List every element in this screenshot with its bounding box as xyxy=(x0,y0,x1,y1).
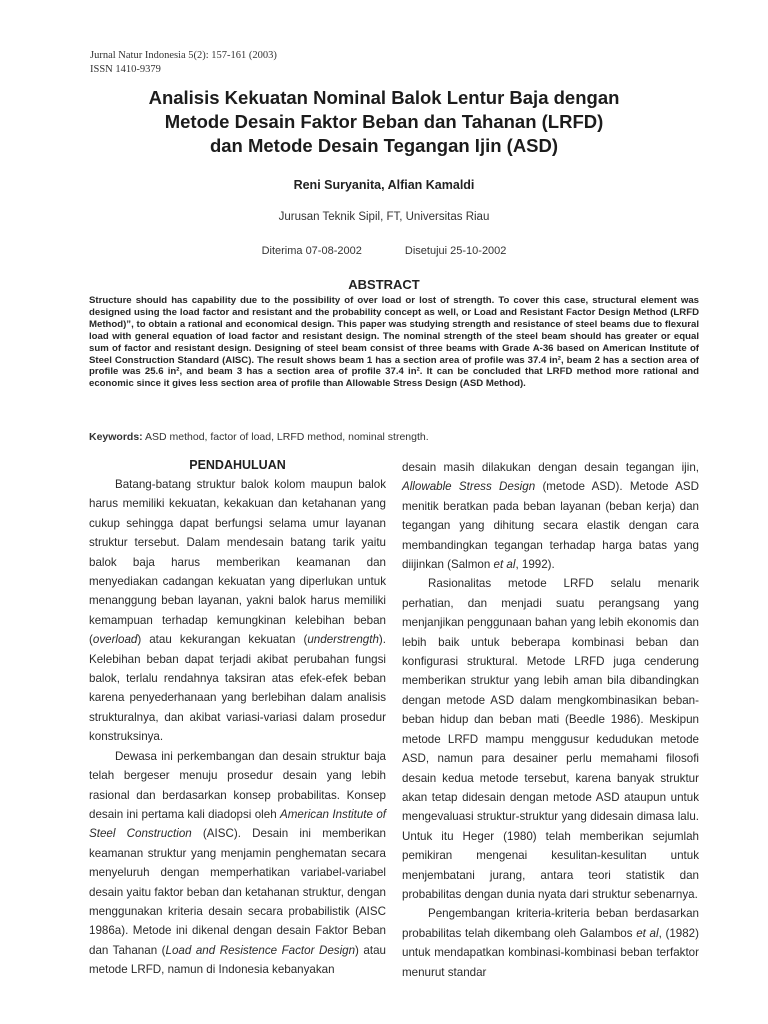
text-run: (AISC). Desain ini memberikan keamanan struktur yang menjamin penghematan secara menyeluruh dengan memperhatikan variabel-variabel desain yaitu faktor beban dan ketahanan struktur, dengan menggunakan kriteria desain secara probabilistik (AISC 1986a). Metode ini dikenal dengan desain Faktor Beban dan Tahanan ( xyxy=(89,827,386,957)
affiliation: Jurusan Teknik Sipil, FT, Universitas Riau xyxy=(278,211,490,223)
text-run: ). Kelebihan beban dapat terjadi akibat perubahan fungsi balok, terlalu rendahnya taksiran atas efek-efek beban karena penyederhanaan yang berlebihan dalam analisis strukturalnya, dan akibat variasi-variasi dalam prosedur konstruksinya. xyxy=(89,633,386,744)
journal-citation: Jurnal Natur Indonesia 5(2): 157-161 (2003) xyxy=(90,50,277,61)
italic-term: understrength xyxy=(307,633,379,647)
accepted-date: Disetujui 25-10-2002 xyxy=(404,245,507,257)
title-line-2: Metode Desain Faktor Beban dan Tahanan (LRFD) xyxy=(164,111,604,132)
abstract-text: Structure should has capability due to the possibility of over load or lost of strength. To cover this case, structural element was designed using the load factor and resistant and the probability concept as well, or Load and Resistant Factor Design Method (LRFD Method)”, to obtain a rational and economical design. This paper was studying strength and resistance of steel beams due to flexural load with general equation of load factor and resistant design. The nominal strength of the steel beam should has greater or equal sum of factor and resistant design. Designing of steel beam consist of three beams with Grade A-36 based on American Institute of Steel Construction Standard (AISC). The result shows beam 1 has a section area of profile was 37.4 in², beam 2 has a section area of profile was 25.6 in², and beam 3 has a section area of profile 37.4 in². It can be concluded that LRFD method more rational and economic since it gives less section area of profile than Allowable Stress Design (ASD Method). xyxy=(89,295,699,390)
italic-term: et al xyxy=(636,926,659,940)
keywords-label: Keywords: xyxy=(89,431,143,443)
dates xyxy=(0,245,768,257)
italic-term: American Institute of Steel Construction xyxy=(89,807,386,841)
text-run: desain masih dilakukan dengan desain tegangan ijin, xyxy=(402,461,699,474)
text-run: Dewasa ini perkembangan dan desain struktur baja telah bergeser menuju prosedur desain yang lebih rasional dan berdasarkan konsep probabilitas. Konsep desain ini pertama kali diadopsi oleh xyxy=(89,749,386,821)
text-run: ) atau kekurangan kekuatan ( xyxy=(137,633,308,647)
paragraph xyxy=(402,458,699,574)
authors: Reni Suryanita, Alfian Kamaldi xyxy=(293,178,475,192)
title-line-1: Analisis Kekuatan Nominal Balok Lentur Baja dengan xyxy=(148,87,620,108)
title-line-3: dan Metode Desain Tegangan Ijin (ASD) xyxy=(209,135,559,156)
paragraph xyxy=(89,747,386,980)
text-run: , 1992). xyxy=(515,558,555,572)
italic-term: et al xyxy=(493,558,516,572)
journal-header xyxy=(90,49,277,77)
text-run: , (1982) untuk mendapatkan kombinasi-kombinasi beban terfaktor menurut standar xyxy=(402,926,699,979)
text-run: (metode ASD). Metode ASD menitik beratkan pada beban layanan (beban kerja) dan tegangan yang dihitung secara elastik dengan cara membandingkan tegangan terhadap harga batas yang diijinkan (Salmon xyxy=(402,480,699,572)
italic-term: Allowable Stress Design xyxy=(402,480,536,494)
text-run: Pengembangan kriteria-kriteria beban berdasarkan probabilitas telah dikembang oleh Galambos xyxy=(402,907,699,940)
italic-term: Load and Resistence Factor Design xyxy=(165,943,356,957)
keywords xyxy=(89,431,699,443)
text-run: ) atau metode LRFD, namun di Indonesia kebanyakan xyxy=(89,943,386,977)
right-column xyxy=(402,458,699,982)
paragraph xyxy=(402,904,699,982)
paper-title xyxy=(60,86,708,158)
paragraph xyxy=(89,475,386,747)
received-date: Diterima 07-08-2002 xyxy=(261,245,362,257)
paragraph: Rasionalitas metode LRFD selalu menarik perhatian, dan menjadi suatu perangsang yang menjanjikan penggunaan bahan yang lebih ekonomis dan lebih baik untuk beberapa kombinasi beban dan konfigurasi struktural. Metode LRFD juga cenderung memberikan struktur yang lebih aman bila dibandingkan dengan metode ASD dalam mengkombinasikan beban-beban hidup dan beban mati (Beedle 1986). Meskipun metode LRFD mampu menggusur kedudukan metode ASD, namun para desainer perlu memahami filosofi desain kedua metode tersebut, karena banyak struktur akan tetap didesain dengan metode ASD ataupun untuk mengevaluasi struktur-struktur yang didesain dimasa lalu. Untuk itu Heger (1980) telah memberikan sejumlah pemikiran mengenai kesulitan-kesulitan untuk menjembatani jurang, antara teori statistik dan probabilitas dengan dunia nyata dari struktur sebenarnya. xyxy=(402,577,699,901)
issn: ISSN 1410-9379 xyxy=(90,64,161,75)
left-column xyxy=(89,456,386,980)
section-heading: PENDAHULUAN xyxy=(189,458,286,472)
keywords-text: ASD method, factor of load, LRFD method, nominal strength. xyxy=(142,431,429,443)
italic-term: overload xyxy=(92,633,138,647)
text-run: Batang-batang struktur balok kolom maupun balok harus memiliki kekuatan, kekakuan dan ketahanan yang cukup sehingga dapat berfungsi selama umur layanan struktur tersebut. Dalam mendesain batang tarik yaitu balok baja harus memberikan keamanan dan menyediakan cadangan kekuatan yang diperlukan untuk menanggung beban layanan, yakni balok harus memiliki kemampuan terhadap kemungkinan kelebihan beban ( xyxy=(89,478,386,647)
abstract-heading: ABSTRACT xyxy=(348,277,420,292)
